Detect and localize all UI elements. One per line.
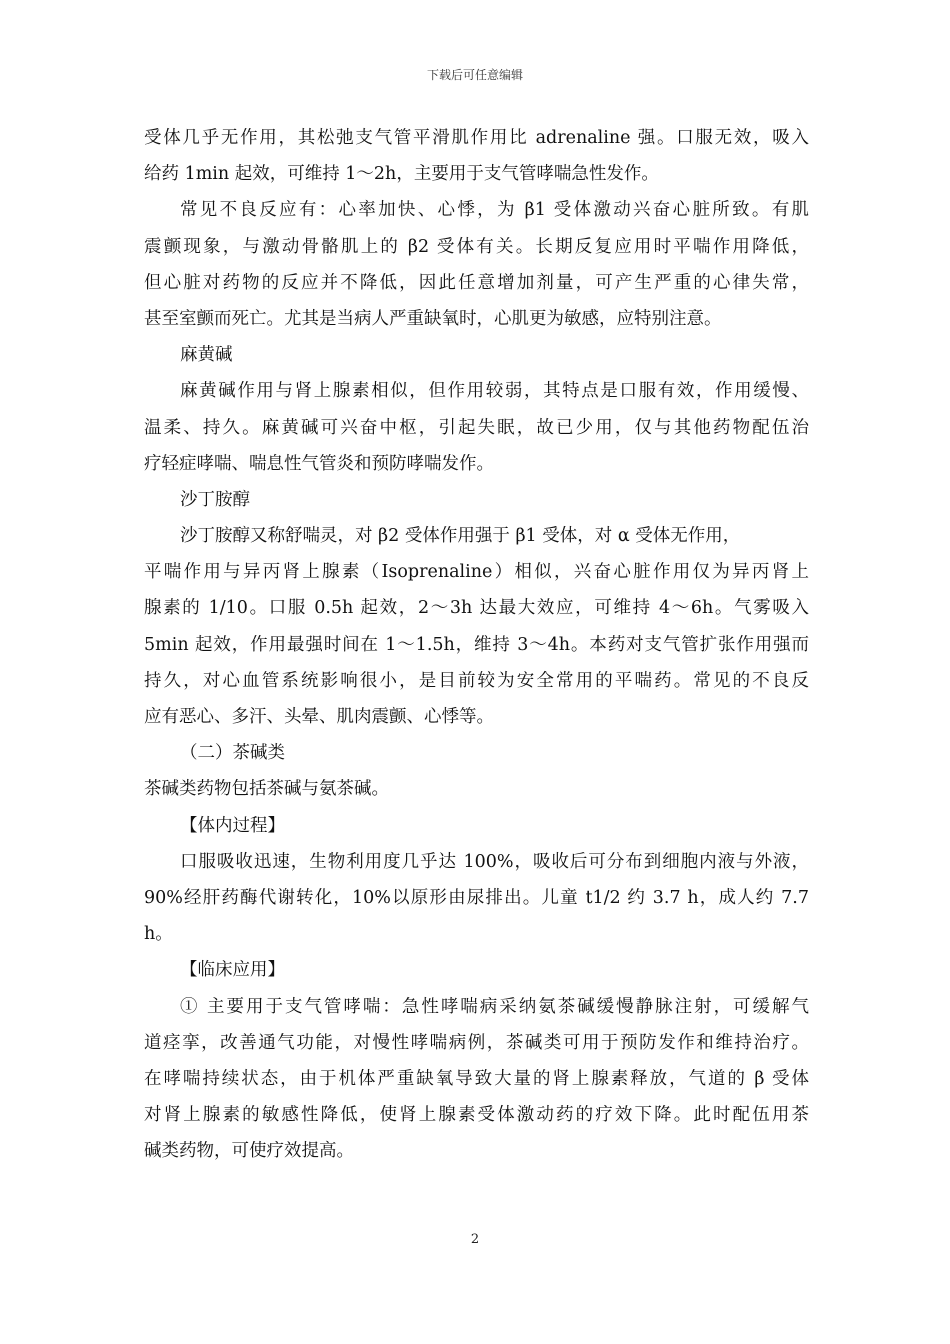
text-line: 但心脏对药物的反应并不降低，因此任意增加剂量，可产生严重的心律失常，: [144, 272, 809, 293]
text-line: 震颤现象，与激动骨骼肌上的 β2 受体有关。长期反复应用时平喘作用降低，: [144, 236, 809, 257]
text-line: 腺素的 1/10。口服 0.5h 起效，2～3h 达最大效应，可维持 4～6h。气雾吸入: [144, 598, 809, 619]
text-line: 疗轻症哮喘、喘息性气管炎和预防哮喘发作。: [144, 453, 494, 474]
text-line: 持久，对心血管系统影响很小，是目前较为安全常用的平喘药。常见的不良反: [144, 670, 809, 691]
page-header: 下载后可任意编辑: [426, 68, 523, 82]
text-line: 受体几乎无作用，其松弛支气管平滑肌作用比 adrenaline 强。口服无效，吸入: [144, 128, 809, 148]
text-line: 在哮喘持续状态，由于机体严重缺氧导致大量的肾上腺素释放，气道的 β 受体: [144, 1068, 809, 1089]
text-line: 平喘作用与异丙肾上腺素（Isoprenaline）相似，兴奋心脏作用仅为异丙肾上: [144, 562, 809, 583]
text-line: 口服吸收迅速，生物利用度几乎达 100%，吸收后可分布到细胞内液与外液，: [180, 851, 809, 872]
text-line: 温柔、持久。麻黄碱可兴奋中枢，引起失眠，故已少用，仅与其他药物配伍治: [144, 417, 809, 438]
text-line: 沙丁胺醇又称舒喘灵，对 β2 受体作用强于 β1 受体，对 α 受体无作用，: [180, 526, 741, 547]
text-line: ① 主要用于支气管哮喘：急性哮喘病采纳氨茶碱缓慢静脉注射，可缓解气: [180, 996, 809, 1017]
text-line: 常见不良反应有：心率加快、心悸，为 β1 受体激动兴奋心脏所致。有肌: [180, 200, 809, 221]
text-line: 碱类药物，可使疗效提高。: [144, 1141, 354, 1162]
text-line: 麻黄碱作用与肾上腺素相似，但作用较弱，其特点是口服有效，作用缓慢、: [180, 381, 809, 402]
text-line: 给药 1min 起效，可维持 1～2h，主要用于支气管哮喘急性发作。: [144, 164, 659, 185]
text-line: 90%经肝药酶代谢转化，10%以原形由尿排出。儿童 t1/2 约 3.7 h，成人约 7.7: [144, 887, 809, 908]
text-line: 沙丁胺醇: [180, 489, 250, 510]
text-line: 对肾上腺素的敏感性降低，使肾上腺素受体激动药的疗效下降。此时配伍用茶: [144, 1105, 809, 1126]
page-number: 2: [470, 1232, 480, 1247]
text-line: 应有恶心、多汗、头晕、肌肉震颤、心悸等。: [144, 707, 494, 727]
text-line: 【临床应用】: [180, 960, 285, 981]
text-line: 甚至室颤而死亡。尤其是当病人严重缺氧时，心肌更为敏感，应特别注意。: [144, 308, 722, 329]
text-line: （二）茶碱类: [180, 743, 285, 764]
text-line: 【体内过程】: [180, 815, 285, 836]
text-line: h。: [144, 924, 173, 945]
text-line: 5min 起效，作用最强时间在 1～1.5h，维持 3～4h。本药对支气管扩张作用强而: [144, 634, 809, 655]
text-line: 麻黄碱: [180, 345, 233, 366]
text-line: 茶碱类药物包括茶碱与氨茶碱。: [144, 779, 389, 800]
body-text: [144, 120, 809, 1169]
text-line: 道痉挛，改善通气功能，对慢性哮喘病例，茶碱类可用于预防发作和维持治疗。: [144, 1032, 809, 1053]
